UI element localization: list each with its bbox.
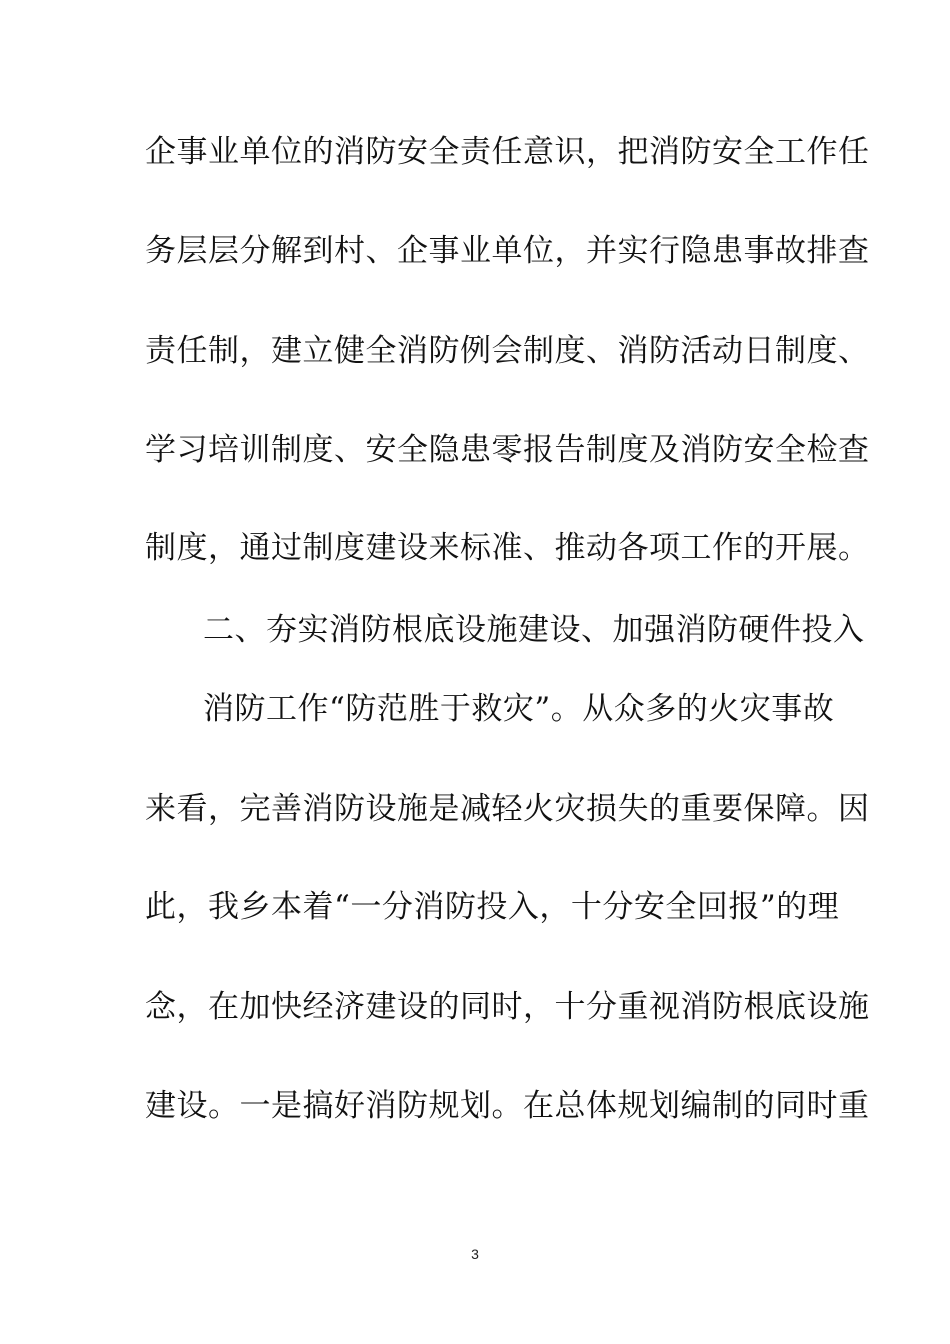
text-line: 消防工作“防范胜于救灾”。从众多的火灾事故	[203, 691, 835, 727]
page-number: 3	[471, 1246, 479, 1262]
text-line: 学习培训制度、安全隐患零报告制度及消防安全检查	[145, 432, 870, 468]
text-line: 建设。一是搞好消防规划。在总体规划编制的同时重	[145, 1088, 870, 1124]
text-line: 企事业单位的消防安全责任意识，把消防安全工作任	[145, 134, 870, 170]
text-line: 念，在加快经济建设的同时，十分重视消防根底设施	[145, 989, 870, 1025]
text-line: 来看，完善消防设施是减轻火灾损失的重要保障。因	[145, 791, 870, 827]
text-line: 制度，通过制度建设来标准、推动各项工作的开展。	[145, 530, 870, 566]
text-line: 务层层分解到村、企事业单位，并实行隐患事故排查	[145, 233, 870, 269]
text-line: 此，我乡本着“一分消防投入，十分安全回报”的理	[145, 889, 840, 925]
section-heading: 二、夯实消防根底设施建设、加强消防硬件投入	[203, 612, 865, 648]
text-line: 责任制，建立健全消防例会制度、消防活动日制度、	[145, 333, 870, 369]
